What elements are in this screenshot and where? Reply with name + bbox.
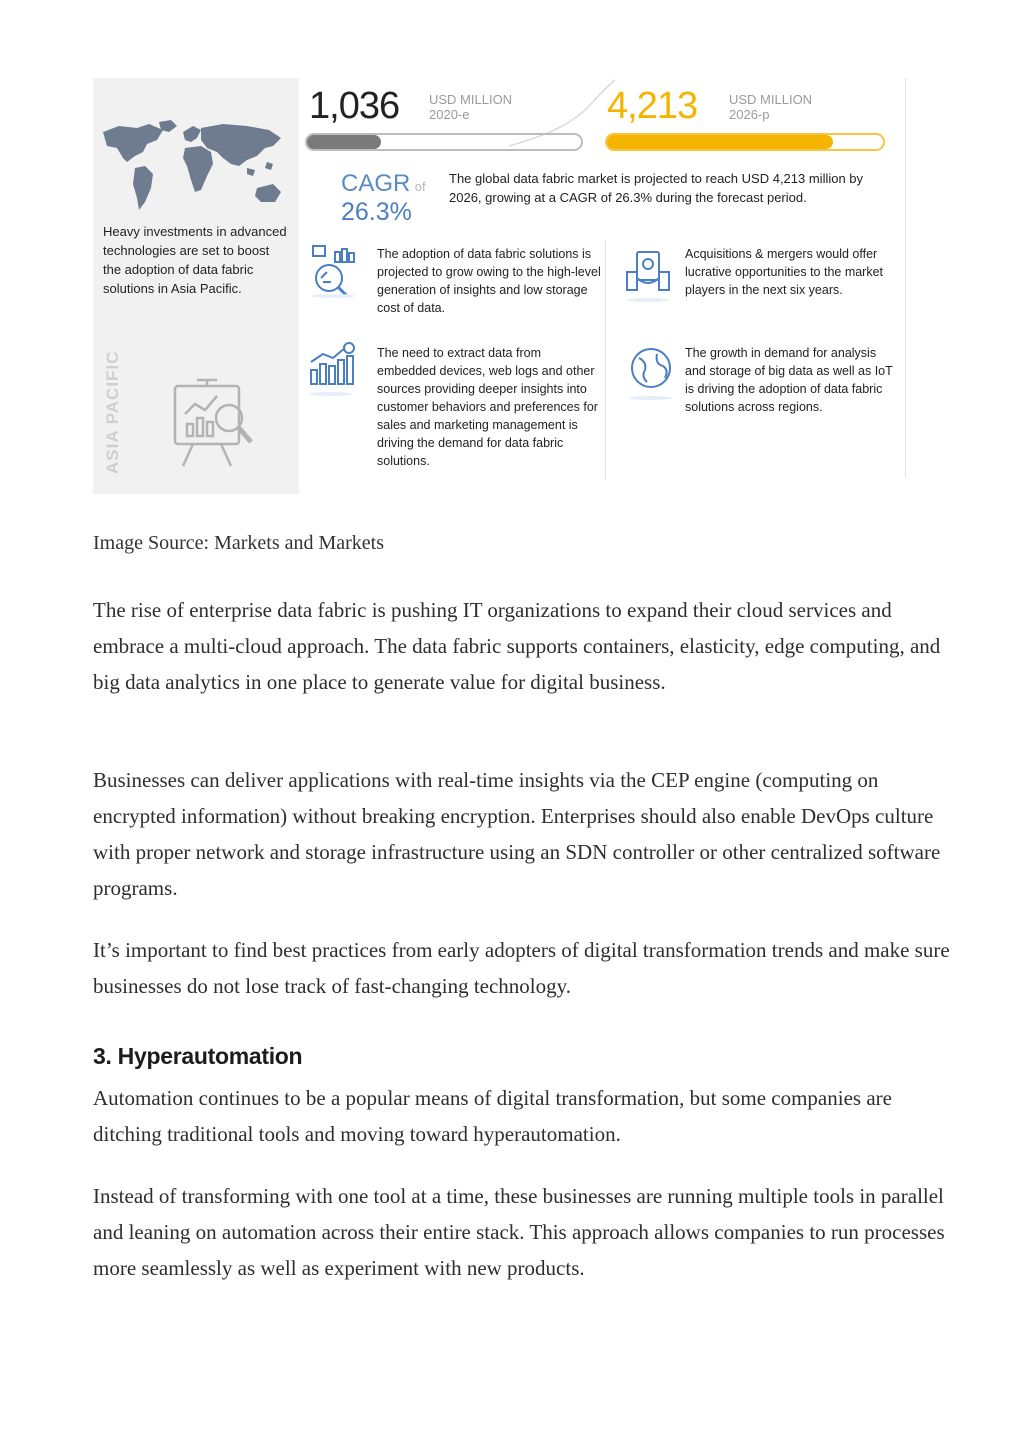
- cell-growth-demand-text: The growth in demand for analysis and storage of big data as well as IoT is driving the adoption of data fabric solutions across regions.: [685, 346, 893, 414]
- paragraph-data-fabric: The rise of enterprise data fabric is pushing IT organizations to expand their cloud services and embrace a multi-cloud approach. The data fabric supports containers, elasticity, edge computing, and big data analytics in one place to generate value for digital business.: [93, 598, 941, 694]
- value-2020: 1,036: [309, 85, 400, 127]
- unit-2026-line1: USD MILLION: [729, 92, 813, 107]
- unit-2020-line1: USD MILLION: [429, 92, 513, 107]
- cagr-block: [341, 170, 441, 226]
- right-edge-divider: [905, 78, 906, 478]
- section-heading: 3. Hyperautomation: [93, 1043, 303, 1069]
- unit-2026-line2: 2026-p: [729, 107, 770, 122]
- cagr-value: 26.3%: [341, 198, 412, 226]
- paragraph-best-practices: It’s important to find best practices from early adopters of digital transformation trends and make sure businesses do not lose track of fast-changing technology.: [93, 938, 950, 998]
- analytics-icon: [309, 244, 359, 298]
- market-summary: The global data fabric market is projected to reach USD 4,213 million by 2026, growing at a CAGR of 26.3% during the forecast period.: [449, 171, 864, 205]
- world-map-icon: [97, 118, 287, 218]
- market-infographic: [93, 78, 961, 494]
- cagr-of: of: [414, 179, 426, 194]
- cell-adoption-text: The adoption of data fabric solutions is projected to grow owing to the high-level generation of insights and low storage cost of data.: [377, 247, 601, 315]
- bar-2026-fill: [607, 135, 833, 149]
- cell-extract-text: The need to extract data from embedded devices, web logs and other sources providing deeper insights into customer behaviors and preferences for sales and marketing management is driving the demand for data fabric solutions.: [377, 346, 598, 468]
- cell-acquisitions-text: Acquisitions & mergers would offer lucrative opportunities to the market players in the next six years.: [685, 247, 884, 297]
- left-panel: [93, 78, 299, 494]
- paragraph-cep-engine: Businesses can deliver applications with real-time insights via the CEP engine (computing on encrypted information) without breaking encryption. Enterprises should also enable DevOps culture with proper network and storage infrastructure using an SDN controller or other centralized software programs.: [93, 768, 941, 900]
- image-caption: Image Source: Markets and Markets: [93, 532, 385, 554]
- region-label: ASIA PACIFIC: [103, 350, 122, 474]
- presentation-board-icon: [169, 378, 265, 470]
- asia-pacific-text: Heavy investments in advanced technologies are set to boost the adoption of data fabric solutions in Asia Pacific.: [103, 224, 287, 296]
- globe-icon: [627, 346, 677, 400]
- column-divider: [605, 240, 606, 480]
- value-2026: 4,213: [607, 85, 698, 127]
- cagr-label: CAGR: [341, 170, 411, 197]
- bar-2020-fill: [307, 135, 381, 149]
- unit-2020-line2: 2020-e: [429, 107, 470, 122]
- paragraph-automation: Automation continues to be a popular means of digital transformation, but some companies are ditching traditional tools and moving toward hyperautomation.: [93, 1086, 892, 1146]
- handshake-icon: [623, 248, 673, 302]
- bar-2026: [605, 133, 885, 151]
- paragraph-hyperautomation: Instead of transforming with one tool at a time, these businesses are running multiple tools in parallel and leaning on automation across their entire stack. This approach allows companies to run processes more seamlessly as well as experiment with new products.: [93, 1184, 945, 1280]
- growth-chart-icon: [307, 342, 357, 396]
- bar-2020: [305, 133, 583, 151]
